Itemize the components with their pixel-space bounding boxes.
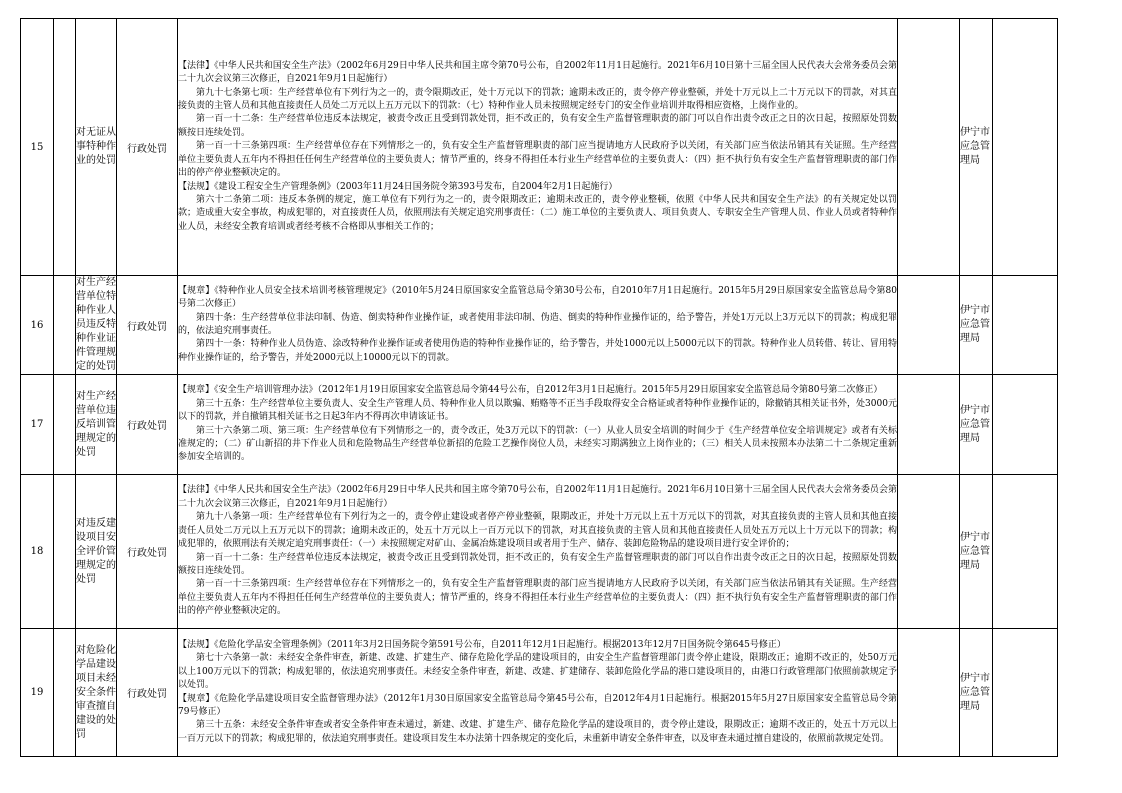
implementing-agency: 伊宁市应急管理局 — [960, 629, 993, 757]
blank-cell — [898, 629, 960, 757]
legal-basis — [178, 276, 898, 375]
blank-cell — [993, 629, 1058, 757]
item-name: 对违反建设项目安全评价管理规定的处罚 — [76, 475, 117, 629]
item-type: 行政处罚 — [117, 475, 178, 629]
basis-paragraph: 【法规】《危险化学品安全管理条例》（2011年3月2日国务院令第591号公布，自2011年12月1日起施行。根据2013年12月7日国务院令第645号修正） — [178, 639, 786, 650]
basis-paragraph: 第七十六条第一款：未经安全条件审查，新建、改建、扩建生产、储存危险化学品的建设项目的，由安全生产监督管理部门责令停止建设，限期改正；逾期不改正的，处50万元以上100万元以下的罚款；构成犯罪的，依法追究刑事责任。未经安全条件审查，新建、改建、扩建储存、装卸危险化学品的港口建设项目的，由港口行政管理部门依照前款规定予以处罚。 — [178, 653, 897, 691]
basis-paragraph: 第三十五条：未经安全条件审查或者安全条件审查未通过，新建、改建、扩建生产、储存危险化学品的建设项目的，责令停止建设，限期改正；逾期不改正的，处五十万元以上一百万元以下的罚款；构成犯罪的，依法追究刑事责任。建设项目发生本办法第十四条规定的变化后，未重新申请安全条件审查，以及审查未通过擅自建设的，依照前款规定处罚。 — [178, 720, 897, 744]
legal-basis — [178, 19, 898, 276]
implementing-agency: 伊宁市应急管理局 — [960, 475, 993, 629]
item-name: 对生产经营单位违反培训管理规定的处罚 — [76, 375, 117, 475]
basis-paragraph: 第九十七条第七项：生产经营单位有下列行为之一的，责令限期改正，处十万元以下的罚款；逾期未改正的，责令停产停业整顿，并处十万元以上二十万元以下的罚款，对其直接负责的主管人员和其他直接责任人员处二万元以上五万元以下的罚款：（七）特种作业人员未按照规定经专门的安全作业培训并取得相应资格，上岗作业的。 — [178, 87, 897, 112]
blank-cell — [54, 19, 76, 276]
basis-paragraph: 【规章】《特种作业人员安全技术培训考核管理规定》（2010年5月24日原国家安全监管总局令第30号公布，自2010年7月1日起施行。2015年5月29日原国家安全监管总局令第80号第二次修正） — [178, 285, 897, 310]
blank-cell — [54, 276, 76, 375]
blank-cell — [898, 475, 960, 629]
item-name: 对危险化学品建设项目未经安全条件审查擅自建设的处罚 — [76, 629, 117, 757]
blank-cell — [54, 475, 76, 629]
basis-paragraph: 第九十八条第一项：生产经营单位有下列行为之一的，责令停止建设或者停产停业整顿，限期改正，并处十万元以上五十万元以下的罚款，对其直接负责的主管人员和其他直接责任人员处二万元以上五万元以下的罚款；逾期未改正的，处五十万元以上一百万元以下的罚款，对其直接负责的主管人员和其他直接责任人员处五万元以上十万元以下的罚款；构成犯罪的，依照刑法有关规定追究刑事责任：（一）未按照规定对矿山、金属冶炼建设项目或者用于生产、储存、装卸危险物品的建设项目进行安全评价的； — [178, 512, 897, 550]
basis-paragraph: 第四十条：生产经营单位非法印制、伪造、倒卖特种作业操作证，或者使用非法印制、伪造、倒卖的特种作业操作证的，给予警告，并处1万元以上3万元以下的罚款；构成犯罪的，依法追究刑事责任。 — [178, 312, 897, 336]
item-name: 对无证从事特种作业的处罚 — [76, 19, 117, 276]
row-number: 17 — [21, 375, 54, 475]
basis-paragraph: 第三十六条第二项、第三项：生产经营单位有下列情形之一的，责令改正，处3万元以下的罚款：（一）从业人员安全培训的时间少于《生产经营单位安全培训规定》或者有关标准规定的；（二）矿山新招的井下作业人员和危险物品生产经营单位新招的危险工艺操作岗位人员，未经实习期满独立上岗作业的；（三）相关人员未按照本办法第二十二条规定重新参加安全培训的。 — [178, 425, 897, 463]
item-type: 行政处罚 — [117, 629, 178, 757]
row-number: 19 — [21, 629, 54, 757]
blank-cell — [993, 375, 1058, 475]
blank-cell — [54, 629, 76, 757]
blank-cell — [54, 375, 76, 475]
item-type: 行政处罚 — [117, 276, 178, 375]
basis-paragraph: 【法规】《建设工程安全生产管理条例》（2003年11月24日国务院令第393号发布，自2004年2月1日起施行） — [178, 181, 618, 192]
basis-paragraph: 第一百一十三条第四项：生产经营单位存在下列情形之一的，负有安全生产监督管理职责的部门应当提请地方人民政府予以关闭，有关部门应当依法吊销其有关证照。生产经营单位主要负责人五年内不得担任任何生产经营单位的主要负责人；情节严重的，终身不得担任本行业生产经营单位的主要负责人：（四）拒不执行负有安全生产监督管理职责的部门作出的停产停业整顿决定的。 — [178, 141, 897, 179]
implementing-agency: 伊宁市应急管理局 — [960, 19, 993, 276]
legal-basis — [178, 629, 898, 757]
regulation-table — [20, 18, 1058, 757]
blank-cell — [993, 276, 1058, 375]
basis-paragraph: 第一百一十二条：生产经营单位违反本法规定，被责令改正且受到罚款处罚，拒不改正的，负有安全生产监督管理职责的部门可以自作出责令改正之日的次日起，按照原处罚数额按日连续处罚。 — [178, 552, 897, 576]
item-name: 对生产经营单位特种作业人员违反特种作业证件管理规定的处罚 — [76, 276, 117, 375]
table-row — [21, 475, 1058, 629]
basis-paragraph: 【规章】《危险化学品建设项目安全监督管理办法》（2012年1月30日原国家安全监管总局令第45号公布，自2012年4月1日起施行。根据2015年5月27日原国家安全监管总局令第79号修正） — [178, 693, 897, 717]
basis-paragraph: 第一百一十二条：生产经营单位违反本法规定，被责令改正且受到罚款处罚，拒不改正的，负有安全生产监督管理职责的部门可以自作出责令改正之日的次日起，按照原处罚数额按日连续处罚。 — [178, 114, 897, 138]
row-number: 15 — [21, 19, 54, 276]
table-row — [21, 276, 1058, 375]
item-type: 行政处罚 — [117, 19, 178, 276]
table-row — [21, 375, 1058, 475]
implementing-agency: 伊宁市应急管理局 — [960, 375, 993, 475]
blank-cell — [993, 475, 1058, 629]
row-number: 18 — [21, 475, 54, 629]
blank-cell — [898, 19, 960, 276]
legal-basis — [178, 375, 898, 475]
basis-paragraph: 第三十五条：生产经营单位主要负责人、安全生产管理人员、特种作业人员以欺骗、贿赂等不正当手段取得安全合格证或者特种作业操作证的，除撤销其相关证书外，处3000元以下的罚款，并自撤销其相关证书之日起3年内不得再次申请该证书。 — [178, 398, 897, 423]
table-row — [21, 19, 1058, 276]
implementing-agency: 伊宁市应急管理局 — [960, 276, 993, 375]
basis-paragraph: 【规章】《安全生产培训管理办法》（2012年1月19日原国家安全监管总局令第44号公布，自2012年3月1日起施行。2015年5月29日原国家安全监管总局令第80号第二次修正） — [178, 385, 883, 396]
legal-basis — [178, 475, 898, 629]
blank-cell — [993, 19, 1058, 276]
blank-cell — [898, 375, 960, 475]
basis-paragraph: 第六十二条第二项：违反本条例的规定，施工单位有下列行为之一的，责令限期改正；逾期未改正的，责令停业整顿，依照《中华人民共和国安全生产法》的有关规定处以罚款；造成重大安全事故，构成犯罪的，对直接责任人员，依照刑法有关规定追究刑事责任：（二）施工单位的主要负责人、项目负责人、专职安全生产管理人员、作业人员或者特种作业人员，未经安全教育培训或者经考核不合格即从事相关工作的； — [178, 194, 897, 232]
basis-paragraph: 第一百一十三条第四项：生产经营单位存在下列情形之一的，负有安全生产监督管理职责的部门应当提请地方人民政府予以关闭，有关部门应当依法吊销其有关证照。生产经营单位主要负责人五年内不得担任任何生产经营单位的主要负责人；情节严重的，终身不得担任本行业生产经营单位的主要负责人：（四）拒不执行负有安全生产监督管理职责的部门作出的停产停业整顿决定的。 — [178, 579, 897, 617]
row-number: 16 — [21, 276, 54, 375]
item-type: 行政处罚 — [117, 375, 178, 475]
table-row — [21, 629, 1058, 757]
basis-paragraph: 【法律】《中华人民共和国安全生产法》（2002年6月29日中华人民共和国主席令第70号公布，自2002年11月1日起施行。2021年6月10日第十三届全国人民代表大会常务委员会第二十九次会议第三次修正，自2021年9月1日起施行） — [178, 485, 897, 509]
basis-paragraph: 【法律】《中华人民共和国安全生产法》（2002年6月29日中华人民共和国主席令第70号公布，自2002年11月1日起施行。2021年6月10日第十三届全国人民代表大会常务委员会第二十九次会议第三次修正，自2021年9月1日起施行） — [178, 60, 897, 85]
basis-paragraph: 第四十一条：特种作业人员伪造、涂改特种作业操作证或者使用伪造的特种作业操作证的，给予警告，并处1000元以上5000元以下的罚款。特种作业人员转借、转让、冒用特种作业操作证的，给予警告，并处2000元以上10000元以下的罚款。 — [178, 339, 897, 363]
blank-cell — [898, 276, 960, 375]
